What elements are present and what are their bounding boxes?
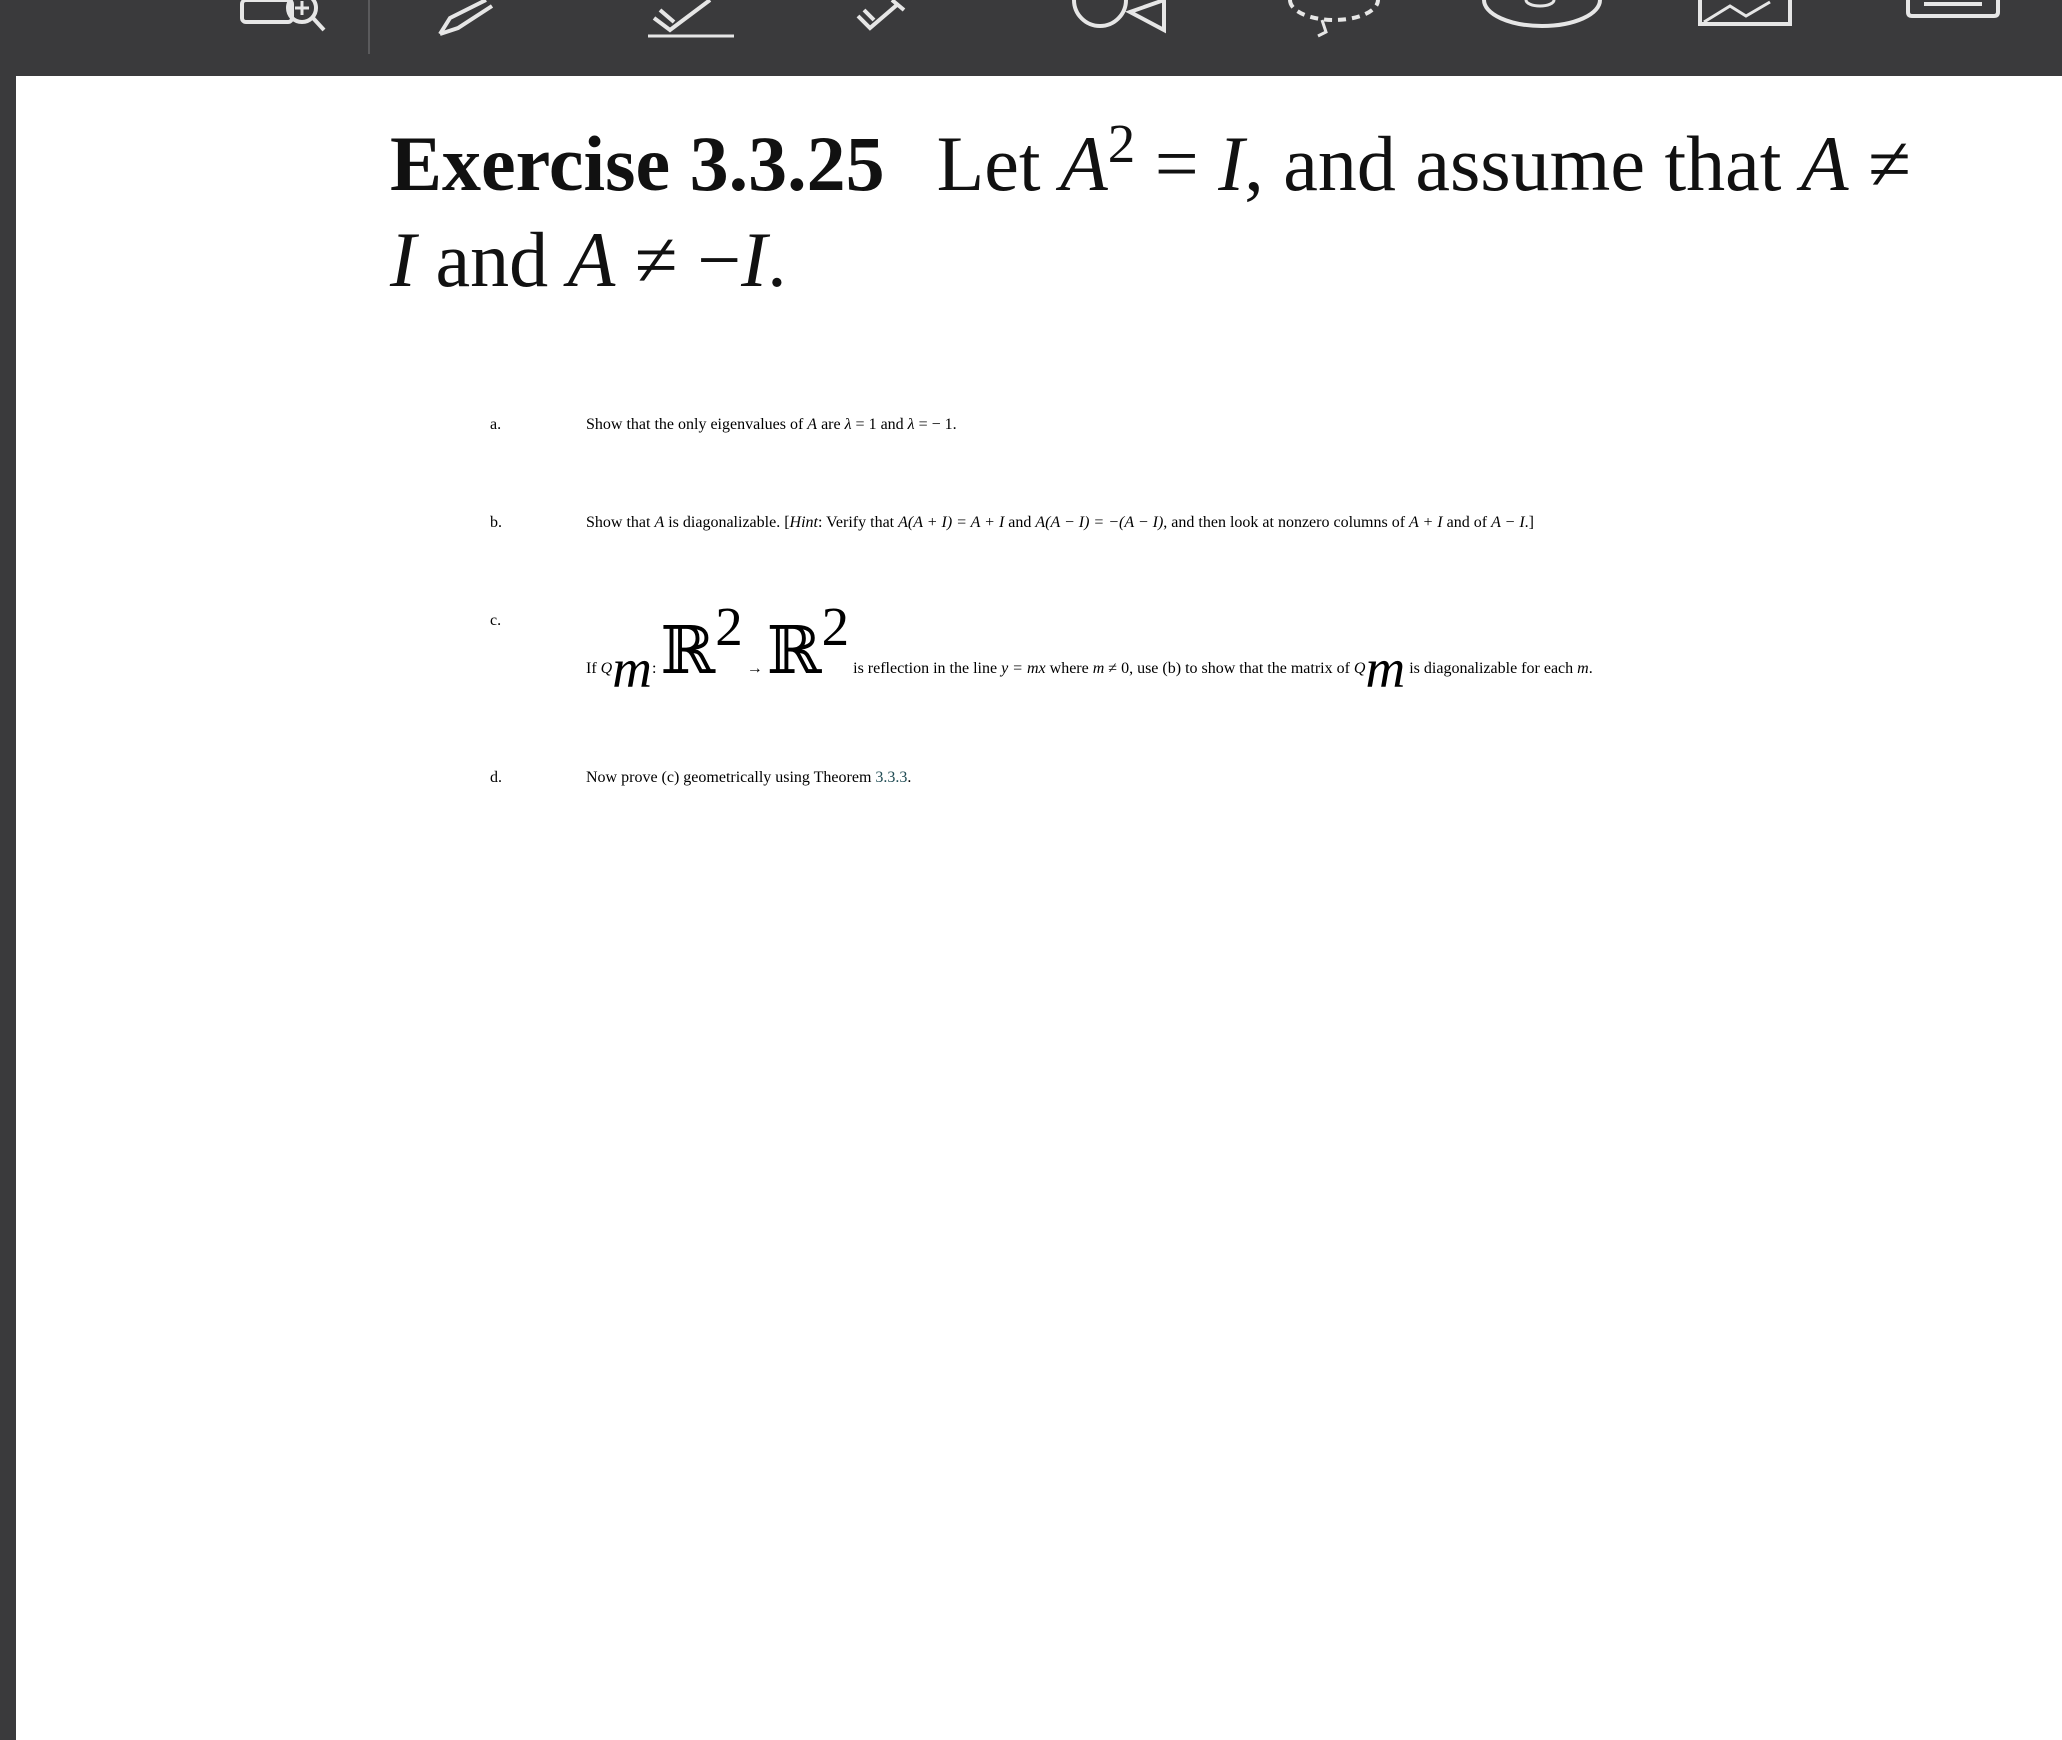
- math-var: I: [390, 216, 416, 303]
- math-var: A: [1800, 120, 1849, 207]
- intro-text: , and assume that: [1244, 120, 1801, 207]
- part-marker: d.: [490, 769, 502, 786]
- math-expression: A(A − I) = −(A − I): [1035, 514, 1164, 531]
- annotation-toolbar: [0, 0, 2062, 76]
- intro-text: and: [415, 216, 568, 303]
- part-text: Show that the only eigenvalues of: [586, 416, 808, 433]
- shapes-icon[interactable]: [1060, 0, 1180, 44]
- part-text: is diagonalizable for each: [1405, 660, 1578, 677]
- part-text: = − 1.: [914, 416, 957, 433]
- part-text: ≠ 0, use (b) to show that the matrix of: [1104, 660, 1354, 677]
- part-text: :: [651, 660, 661, 677]
- exercise-content: [390, 113, 2030, 308]
- intro-text: ≠: [1848, 120, 1911, 207]
- intro-text: .: [767, 216, 787, 303]
- math-var: A: [654, 514, 665, 531]
- part-text: is reflection in the line: [849, 660, 1002, 677]
- math-var: m: [1092, 660, 1105, 677]
- part-text: .: [1588, 660, 1593, 677]
- math-var: λ: [844, 416, 852, 433]
- part-marker: b.: [490, 514, 502, 531]
- part-c: [490, 596, 2030, 699]
- math-blackboard-r: ℝ: [766, 612, 822, 689]
- highlighter-icon[interactable]: [640, 0, 740, 44]
- math-expression: A + I: [1409, 514, 1443, 531]
- part-text: .: [907, 769, 912, 786]
- part-text: and: [1004, 514, 1036, 531]
- part-text: If: [586, 660, 601, 677]
- pen-icon[interactable]: [430, 0, 510, 44]
- part-d: [490, 769, 2030, 787]
- math-exponent: 2: [715, 596, 743, 657]
- math-exponent: 2: [1107, 113, 1136, 174]
- textbox-icon[interactable]: [1904, 0, 2004, 44]
- part-text: and of: [1442, 514, 1492, 531]
- part-text: : Verify that: [817, 514, 899, 531]
- intro-text: =: [1135, 120, 1219, 207]
- sticker-icon[interactable]: [1478, 0, 1608, 44]
- math-blackboard-r: ℝ: [660, 612, 716, 689]
- math-arrow: →: [742, 660, 767, 677]
- math-var: A: [1060, 120, 1108, 207]
- lasso-icon[interactable]: [1282, 0, 1392, 44]
- math-var: Q: [600, 660, 613, 677]
- exercise-statement: [390, 113, 2030, 308]
- theorem-link[interactable]: 3.3.3: [875, 769, 908, 786]
- math-expression: y = mx: [1001, 660, 1046, 677]
- math-expression: A − I: [1491, 514, 1525, 531]
- part-text: Show that: [586, 514, 655, 531]
- part-b: [490, 514, 2030, 532]
- math-subscript: m: [612, 638, 652, 699]
- zoom-page-icon[interactable]: [236, 0, 346, 44]
- part-text: , and then look at nonzero columns of: [1163, 514, 1410, 531]
- intro-text: ≠ −: [615, 216, 742, 303]
- part-marker: c.: [490, 612, 502, 629]
- math-subscript: m: [1365, 638, 1406, 699]
- exercise-parts-list: [490, 416, 2030, 867]
- image-icon[interactable]: [1696, 0, 1796, 44]
- part-a: [490, 416, 2030, 434]
- exercise-label: Exercise 3.3.25: [390, 120, 885, 207]
- math-expression: A(A + I) = A + I: [898, 514, 1005, 531]
- part-text: = 1 and: [851, 416, 908, 433]
- math-var: I: [741, 216, 768, 303]
- part-text: are: [817, 416, 845, 433]
- math-exponent: 2: [821, 596, 850, 657]
- math-var: I: [1218, 120, 1245, 207]
- math-var: A: [807, 416, 818, 433]
- part-marker: a.: [490, 416, 502, 433]
- math-var: λ: [907, 416, 915, 433]
- math-var: A: [567, 216, 616, 303]
- part-text: .]: [1524, 514, 1534, 531]
- hint-label: Hint: [789, 514, 818, 531]
- document-page: [16, 76, 2062, 1740]
- math-var: Q: [1353, 660, 1366, 677]
- intro-text: Let: [936, 120, 1061, 207]
- marker-icon[interactable]: [852, 0, 932, 44]
- part-text: Now prove (c) geometrically using Theorem: [586, 769, 876, 786]
- toolbar-divider: [368, 0, 370, 54]
- math-var: m: [1577, 660, 1589, 677]
- part-text: where: [1045, 660, 1093, 677]
- part-text: is diagonalizable. [: [664, 514, 790, 531]
